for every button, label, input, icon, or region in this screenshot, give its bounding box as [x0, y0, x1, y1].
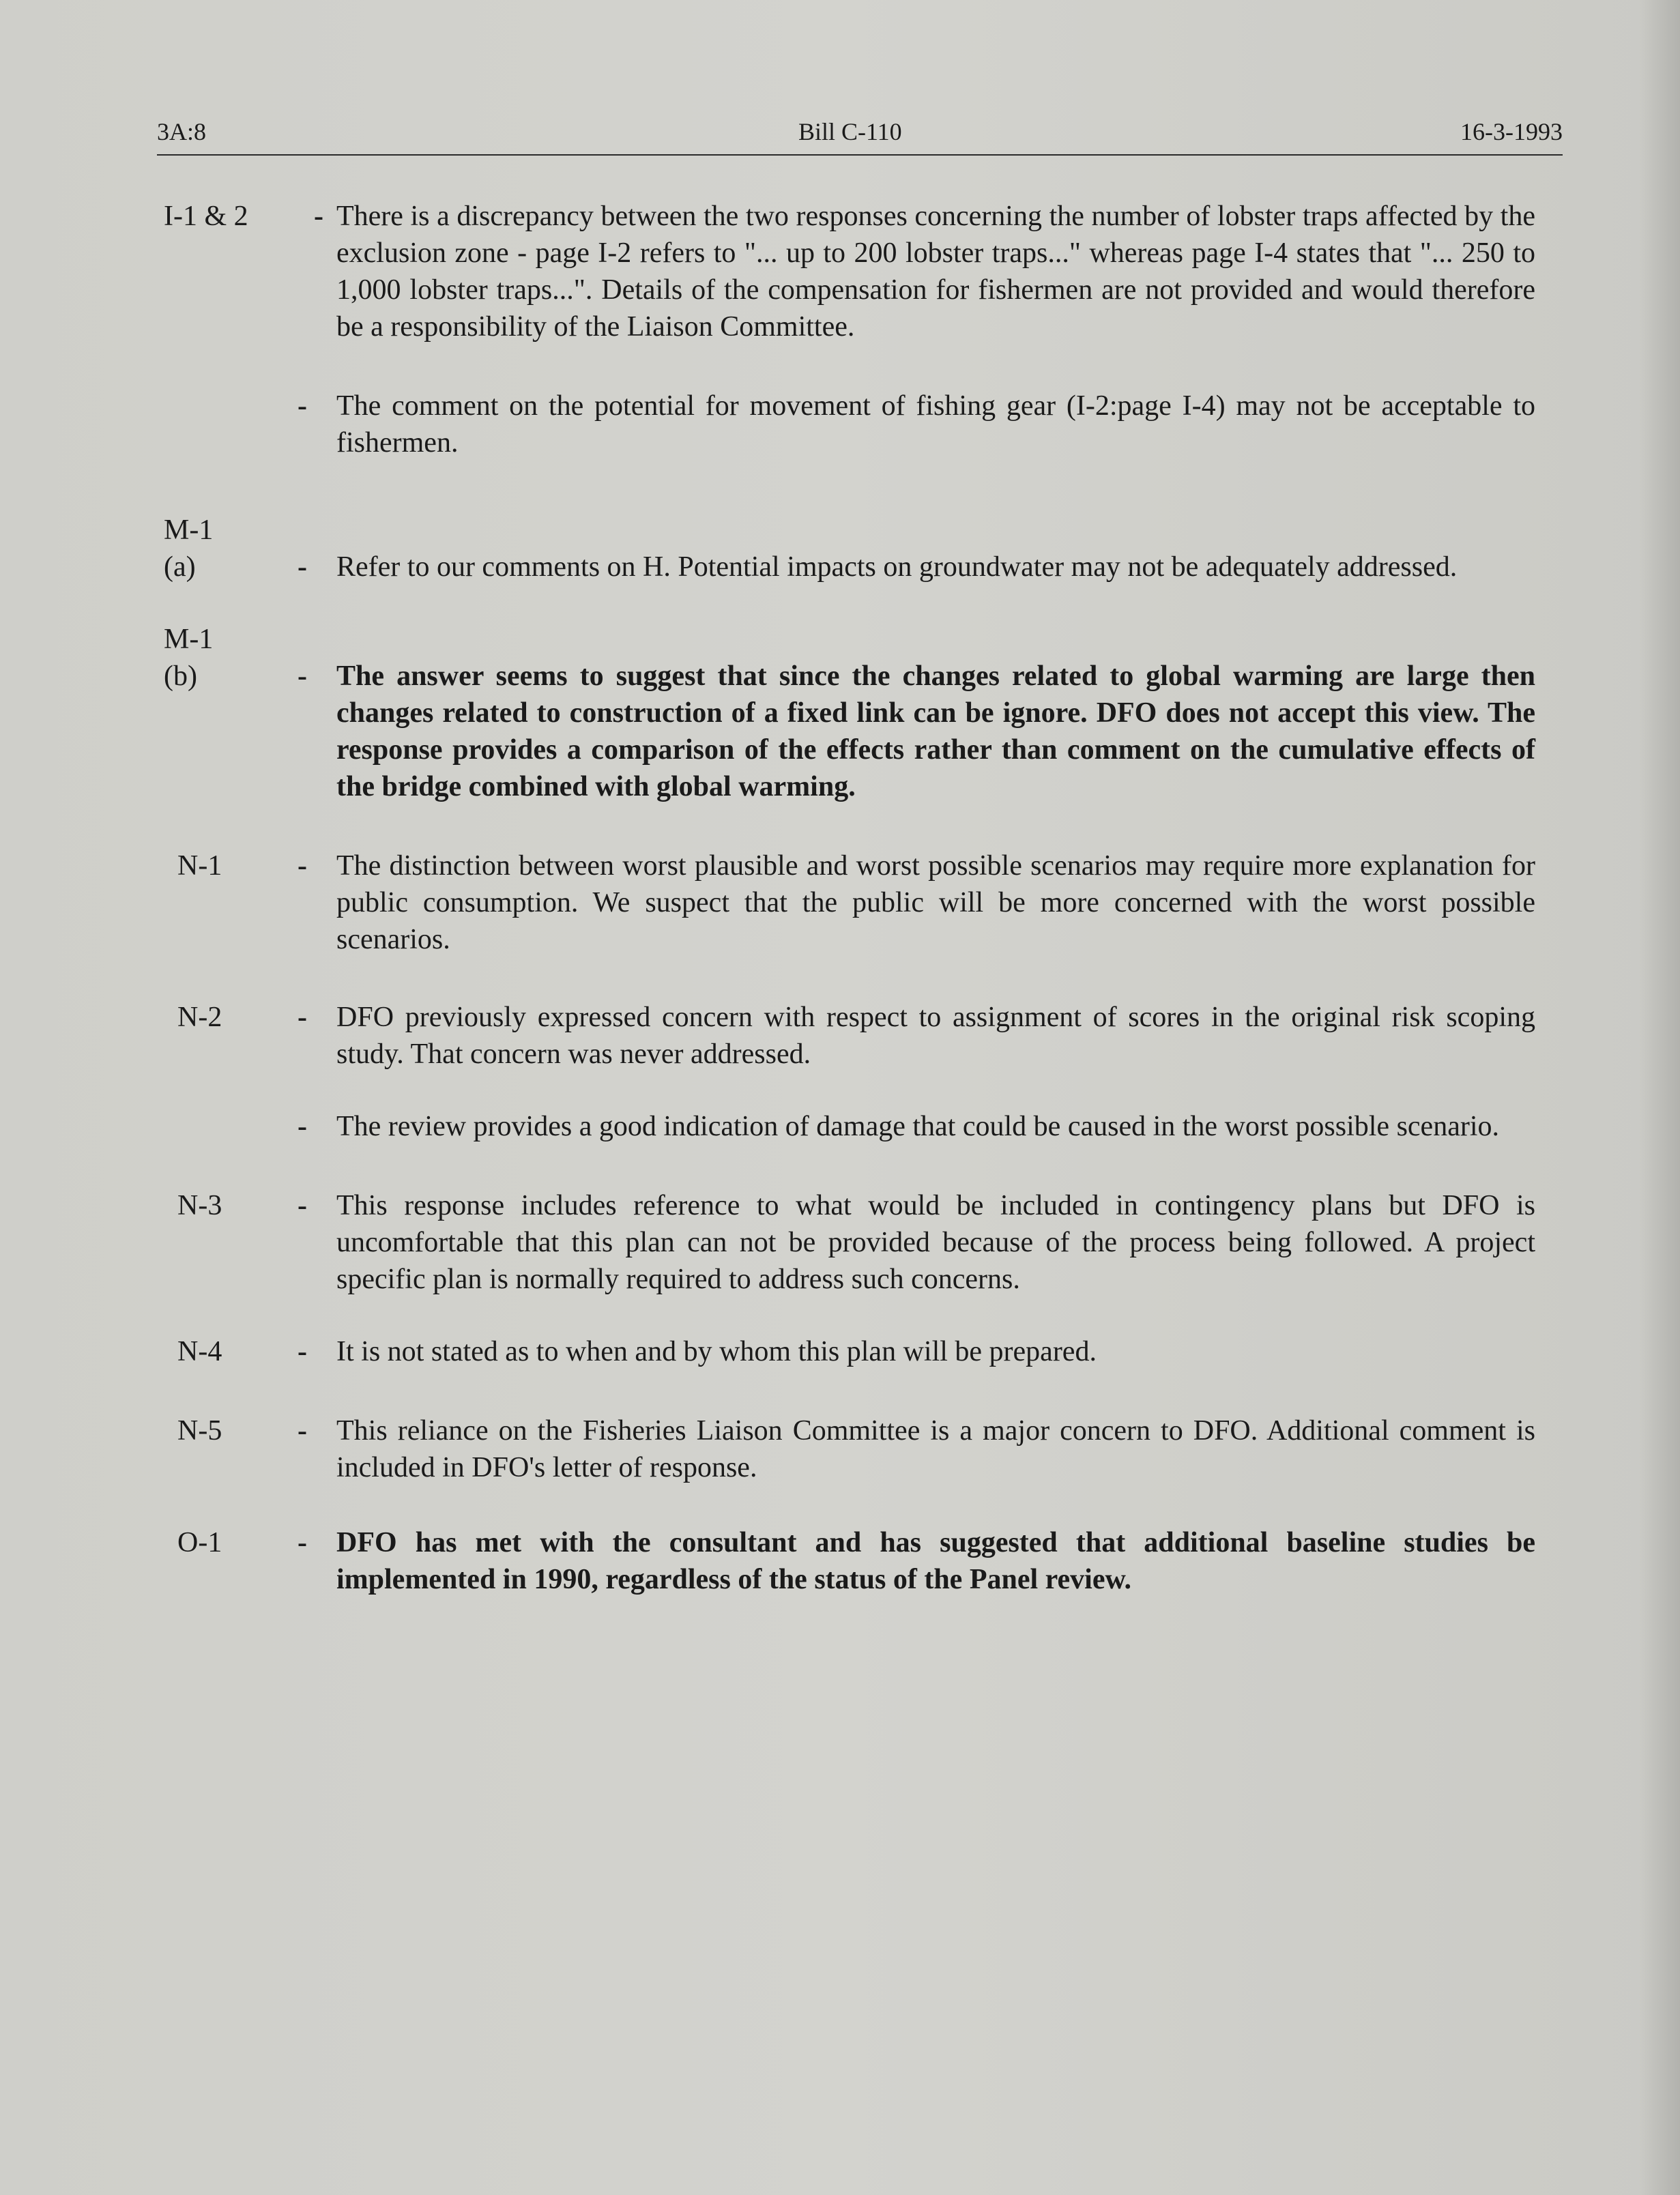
header-bill-title: Bill C-110 [798, 118, 902, 145]
page-header [157, 117, 1563, 158]
entry-text: The distinction between worst plausible and worst possible scenarios may require more explanation for public consumption. We suspect that the public will be more concerned with the worst possible scenarios. [336, 850, 1535, 955]
entry-dash: - [298, 1415, 307, 1447]
comment-entry-n2-review [164, 1108, 1535, 1149]
comment-entry-i-gear [164, 388, 1535, 461]
entry-text: DFO previously expressed concern with respect to assignment of scores in the original risk scoping study. That concern was never addressed. [336, 1002, 1535, 1070]
comment-entry-n3 [164, 1187, 1535, 1298]
entry-dash: - [298, 1190, 307, 1221]
comment-entry-n1 [164, 847, 1535, 958]
comment-entry-o1 [164, 1524, 1535, 1598]
entry-text: The comment on the potential for movement of fishing gear (I-2:page I-4) may not be acceptable to fishermen. [336, 390, 1535, 459]
comment-entry-n2 [164, 999, 1535, 1073]
entry-label: N-5 [177, 1415, 222, 1447]
entry-label: N-3 [177, 1190, 222, 1221]
entry-dash: - [298, 660, 307, 692]
entry-label: O-1 [177, 1527, 222, 1558]
entry-dash: - [298, 1336, 307, 1367]
entry-dash: - [298, 1002, 307, 1033]
entry-text: It is not stated as to when and by whom this plan will be prepared. [336, 1336, 1097, 1367]
entry-text: Refer to our comments on H. Potential impacts on groundwater may not be adequately addressed. [336, 551, 1458, 583]
entry-label: N-2 [177, 1002, 222, 1033]
header-page-number: 3A:8 [157, 118, 206, 145]
entry-text: There is a discrepancy between the two responses concerning the number of lobster traps affected by the exclusion zone - page I-2 refers to "... up to 200 lobster traps..." whereas page I-4 states that "... 250 to 1,000 lobster traps...". Details of the compensation for fishermen are not provided and would therefore be a responsibility of the Liaison Committee. [336, 201, 1535, 343]
entry-dash: - [314, 201, 323, 232]
entry-label: M-1 (b) [164, 624, 214, 692]
entry-dash: - [298, 1111, 307, 1142]
entry-text: This response includes reference to what would be included in contingency plans but DFO is uncomfortable that this plan can not be provided because of the process being followed. A project specific plan is normally required to address such concerns. [336, 1190, 1535, 1295]
entry-text: The answer seems to suggest that since the changes related to global warming are large then changes related to construction of a fixed link can be ignore. DFO does not accept this view. The response provides a comparison of the effects rather than comment on the cumulative effects of the bridge combined with global warming. [336, 660, 1535, 802]
comment-entry-n4 [164, 1333, 1535, 1374]
comment-list [164, 198, 1535, 1636]
comment-entry-m1a [164, 512, 1535, 585]
entry-dash: - [298, 390, 307, 422]
header-date: 16-3-1993 [1460, 118, 1563, 145]
comment-entry-i1-2 [164, 198, 1535, 345]
entry-text: This reliance on the Fisheries Liaison Committee is a major concern to DFO. Additional comment is included in DFO's letter of response. [336, 1415, 1535, 1483]
page-edge-shadow [1639, 0, 1680, 2195]
entry-label: M-1 (a) [164, 514, 214, 583]
entry-text: DFO has met with the consultant and has suggested that additional baseline studies be implemented in 1990, regardless of the status of the Panel review. [336, 1527, 1535, 1595]
entry-dash: - [298, 1527, 307, 1558]
header-rule [157, 154, 1563, 156]
entry-label: I-1 & 2 [164, 201, 248, 232]
comment-entry-n5 [164, 1412, 1535, 1486]
entry-text: The review provides a good indication of damage that could be caused in the worst possible scenario. [336, 1111, 1499, 1142]
comment-entry-m1b [164, 621, 1535, 805]
entry-dash: - [298, 850, 307, 882]
entry-label: N-1 [177, 850, 222, 882]
entry-dash: - [298, 551, 307, 583]
entry-label: N-4 [177, 1336, 222, 1367]
